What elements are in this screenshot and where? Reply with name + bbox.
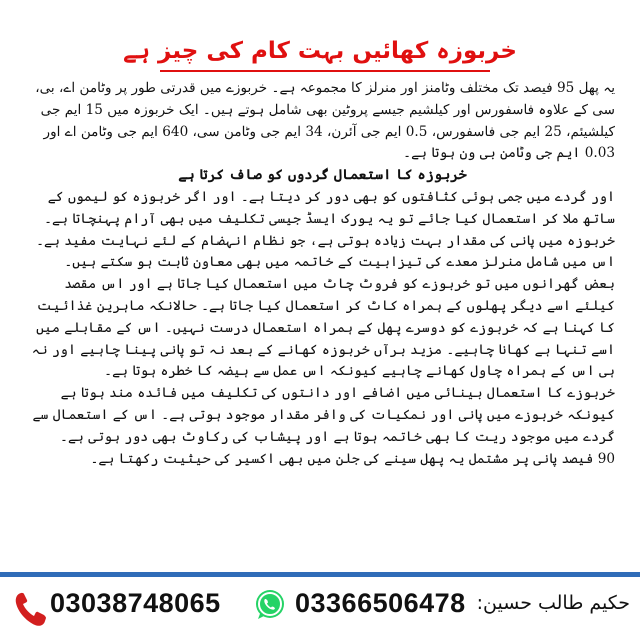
whatsapp-icon	[253, 588, 287, 622]
phone-number-primary[interactable]: 03038748065	[50, 588, 221, 618]
body-paragraph: بعض گھرانوں میں تو خربوزے کو فروٹ چاٹ میں استعمال کیا جاتا ہے اور اس مقصد کیلئے اسے دیگر پھلوں کے ہمراہ کاٹ کر استعمال کیا جاتا ہے۔ حالانکہ ماہرین غذائیت کا کہنا ہے کہ خربوزے کو دوسرے پھل کے ہمراہ استعمال درست نہیں۔ اس کے مقابلے میں اسے تنہا ہے کھانا چاہیے۔ مزید برآں خربوزہ کھانے کے بعد نہ تو پانی پینا چاہیے اور نہ ہی اس کے ہمراہ چاول کھانے چاہیے کیونکہ اس عمل سے ہیضہ کا خطرہ ہوتا ہے۔	[31, 276, 615, 380]
page-title: خربوزہ کھائیں بہت کام کی چیز ہے	[123, 38, 517, 64]
body-paragraph: 90 فیصد پانی پر مشتمل یہ پھل سینے کی جلن میں بھی اکسیر کی حیثیت رکھتا ہے۔	[90, 450, 615, 467]
footer-divider	[0, 572, 640, 577]
body-paragraph: خربوزے کا استعمال بینائی میں اضافے اور دانتوں کی تکلیف میں فائدہ مند ہوتا ہے کیونکہ خربوزے میں پانی اور نمکیات کی وافر مقدار موجود ہوتی ہے۔ اس کے استعمال سے گردے میں موجود ریت کا بھی خاتمہ ہوتا ہے اور پیشاب کی رکاوٹ بھی دور ہوتی ہے۔	[32, 385, 615, 445]
phone-icon	[12, 590, 48, 628]
phone-number-whatsapp[interactable]: 03366506478	[295, 588, 466, 618]
body-paragraph: اور گردے میں جمی ہوئی کثافتوں کو بھی دور کر دیتا ہے۔ اور اگر خربوزہ کو لیموں کے ساتھ ملا کر استعمال کیا جائے تو یہ یورک ایسڈ جیسی تکلیف میں بھی آرام پہنچاتا ہے۔	[44, 188, 615, 227]
article-body	[30, 78, 615, 470]
body-paragraph: خربوزہ میں پانی کی مقدار بہت زیادہ ہوتی ہے، جو نظام انہضام کے لئے نہایت مفید ہے۔ اس میں شامل منرلز معدے کی تیزابیت کے خاتمہ میں بھی معاون ثابت ہو سکتے ہیں۔	[36, 232, 615, 271]
intro-paragraph: یہ پھل 95 فیصد تک مختلف وٹامنز اور منرلز کا مجموعہ ہے۔ خربوزے میں قدرتی طور پر وٹامن اے، بی، سی کے علاوہ فاسفورس اور کیلشیم جیسے پروٹین بھی شامل ہوتے ہیں۔ ایک خربوزہ میں 15 ایم جی کیلشیئم، 25 ایم جی فاسفورس، 0.5 ایم جی آئرن، 34 ایم جی وٹامن سی، 640 ایم جی وٹامن اے اور 0.03 ایم جی وٹامن بی ون ہوتا ہے۔	[35, 80, 615, 162]
contact-footer	[0, 582, 640, 630]
author-name: حکیم طالب حسین:	[476, 592, 630, 614]
section-heading: خربوزہ کا استعمال گردوں کو صاف کرتا ہے	[178, 167, 467, 184]
title-underline	[160, 70, 490, 72]
